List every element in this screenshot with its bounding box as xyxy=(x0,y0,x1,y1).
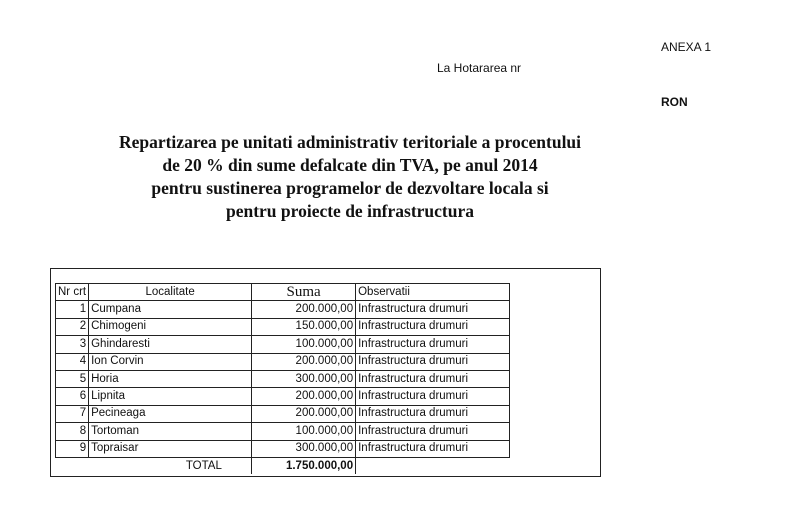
total-value: 1.750.000,00 xyxy=(252,457,356,474)
row-observatii: Infrastructura drumuri xyxy=(356,388,510,405)
table-row xyxy=(56,405,510,422)
decision-reference: La Hotararea nr xyxy=(437,61,522,75)
row-localitate: Cumpana xyxy=(89,301,252,318)
row-number: 5 xyxy=(56,370,89,387)
table-row xyxy=(56,318,510,335)
row-localitate: Horia xyxy=(89,370,252,387)
currency-label: RON xyxy=(661,95,688,109)
row-number: 7 xyxy=(56,405,89,422)
title-line: pentru proiecte de infrastructura xyxy=(225,201,475,221)
row-observatii: Infrastructura drumuri xyxy=(356,353,510,370)
annex-label: ANEXA 1 xyxy=(661,40,712,54)
table-row xyxy=(56,423,510,440)
title-line: pentru sustinerea programelor de dezvoltare locala si xyxy=(151,178,549,198)
row-observatii: Infrastructura drumuri xyxy=(356,440,510,457)
total-label: TOTAL xyxy=(185,459,222,472)
table-row xyxy=(56,440,510,457)
row-observatii: Infrastructura drumuri xyxy=(356,423,510,440)
row-suma: 300.000,00 xyxy=(252,440,356,457)
row-localitate: Topraisar xyxy=(89,440,252,457)
row-number: 9 xyxy=(56,440,89,457)
row-suma: 200.000,00 xyxy=(252,405,356,422)
title-line: de 20 % din sume defalcate din TVA, pe anul 2014 xyxy=(162,155,538,175)
header-observatii: Observatii xyxy=(356,284,510,301)
row-number: 8 xyxy=(56,423,89,440)
row-observatii: Infrastructura drumuri xyxy=(356,405,510,422)
row-localitate: Chimogeni xyxy=(89,318,252,335)
row-suma: 150.000,00 xyxy=(252,318,356,335)
row-observatii: Infrastructura drumuri xyxy=(356,301,510,318)
table-row xyxy=(56,370,510,387)
header-suma: Suma xyxy=(252,284,356,301)
row-observatii: Infrastructura drumuri xyxy=(356,318,510,335)
row-suma: 200.000,00 xyxy=(252,388,356,405)
row-suma: 200.000,00 xyxy=(252,301,356,318)
row-localitate: Tortoman xyxy=(89,423,252,440)
total-row xyxy=(56,457,510,474)
table-row xyxy=(56,301,510,318)
row-localitate: Ion Corvin xyxy=(89,353,252,370)
row-localitate: Ghindaresti xyxy=(89,336,252,353)
row-number: 3 xyxy=(56,336,89,353)
row-suma: 100.000,00 xyxy=(252,423,356,440)
document-title xyxy=(100,131,600,223)
header-localitate: Localitate xyxy=(89,284,252,301)
row-number: 2 xyxy=(56,318,89,335)
table-row xyxy=(56,353,510,370)
row-suma: 100.000,00 xyxy=(252,336,356,353)
row-observatii: Infrastructura drumuri xyxy=(356,370,510,387)
row-localitate: Pecineaga xyxy=(89,405,252,422)
row-number: 1 xyxy=(56,301,89,318)
table-row xyxy=(56,388,510,405)
table-header-row xyxy=(56,284,510,301)
header-nr: Nr crt xyxy=(56,284,89,301)
allocation-table xyxy=(55,283,510,474)
row-number: 4 xyxy=(56,353,89,370)
row-suma: 200.000,00 xyxy=(252,353,356,370)
row-number: 6 xyxy=(56,388,89,405)
title-line: Repartizarea pe unitati administrativ teritoriale a procentului xyxy=(118,132,582,152)
row-localitate: Lipnita xyxy=(89,388,252,405)
row-observatii: Infrastructura drumuri xyxy=(356,336,510,353)
table-row xyxy=(56,336,510,353)
row-suma: 300.000,00 xyxy=(252,370,356,387)
